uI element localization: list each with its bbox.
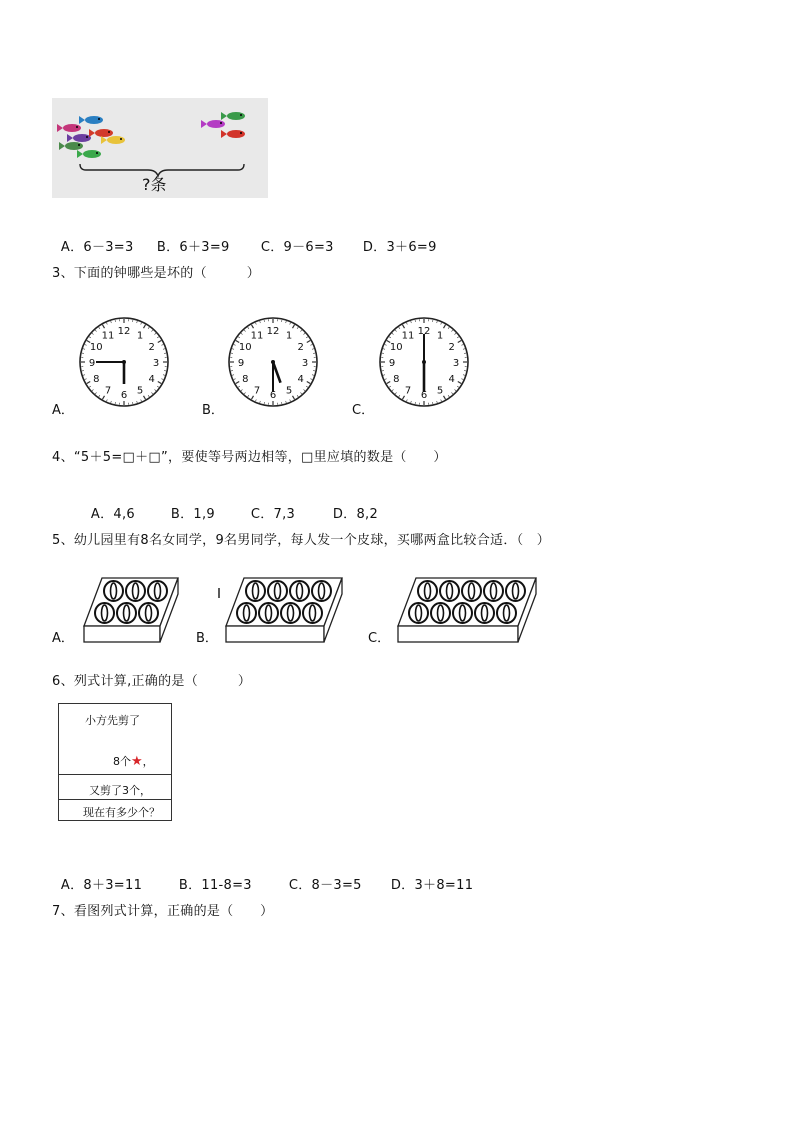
story-divider-1 bbox=[59, 774, 171, 775]
q2-options bbox=[52, 221, 437, 255]
clock-a-number: 5 bbox=[136, 385, 144, 397]
clock-b-number: 12 bbox=[266, 326, 280, 337]
q3-clocks bbox=[0, 300, 794, 420]
clock-b-face bbox=[229, 318, 317, 406]
clock-c-number: 7 bbox=[404, 385, 412, 397]
q4-option-a[interactable]: A．4,6 bbox=[90, 507, 135, 522]
q6-story-box bbox=[58, 703, 172, 821]
clock-c-number: 4 bbox=[448, 374, 455, 385]
clock-c-number: 11 bbox=[401, 330, 415, 342]
box-c-ball bbox=[484, 581, 503, 601]
q2-option-d[interactable]: D．3＋6=9 bbox=[362, 240, 437, 255]
box-b-ball bbox=[237, 603, 256, 623]
clock-b-number: 5 bbox=[285, 385, 293, 397]
clock-c-number: 6 bbox=[420, 390, 428, 401]
box-b-ball bbox=[281, 603, 300, 623]
q5-ball-boxes bbox=[0, 570, 794, 646]
q4-option-d[interactable]: D．8,2 bbox=[332, 507, 379, 522]
clock-b-number: 11 bbox=[250, 330, 264, 342]
q4-option-b[interactable]: B．1,9 bbox=[170, 507, 215, 522]
clock-c-face bbox=[380, 318, 468, 406]
clock-a-number: 4 bbox=[148, 374, 155, 385]
clock-c-number: 8 bbox=[393, 374, 400, 385]
box-a-ball bbox=[126, 581, 145, 601]
box-b-ball bbox=[268, 581, 287, 601]
box-c-ball bbox=[453, 603, 472, 623]
box-a-ball bbox=[139, 603, 158, 623]
clock-a-face bbox=[80, 318, 168, 406]
clock-a-number: 1 bbox=[136, 330, 144, 342]
q4-options bbox=[82, 488, 378, 522]
box-c-ball bbox=[506, 581, 525, 601]
q6-options bbox=[52, 859, 473, 893]
box-b-front bbox=[226, 626, 324, 642]
box-b-ball bbox=[290, 581, 309, 601]
clock-b-number: 1 bbox=[285, 330, 293, 342]
q6-option-a[interactable]: A．8＋3=11 bbox=[60, 878, 143, 893]
clock-c-number: 12 bbox=[417, 326, 431, 337]
story-line-4: 现在有多少个？ bbox=[83, 806, 160, 819]
clock-a-number: 2 bbox=[148, 342, 155, 353]
clock-b-number: 7 bbox=[253, 385, 261, 397]
clock-a-number: 6 bbox=[120, 390, 128, 401]
box-b-drawing bbox=[226, 578, 342, 642]
clock-a-number: 12 bbox=[117, 326, 131, 337]
box-b-ball bbox=[312, 581, 331, 601]
clock-b-number: 2 bbox=[297, 342, 304, 353]
clock-a-number: 3 bbox=[152, 358, 160, 369]
box-a-ball bbox=[148, 581, 167, 601]
box-c-ball bbox=[462, 581, 481, 601]
story-line-2 bbox=[99, 740, 154, 782]
clock-b-number: 10 bbox=[238, 342, 252, 353]
q2-option-a[interactable]: A．6－3=3 bbox=[60, 240, 134, 255]
clock-b-number: 3 bbox=[301, 358, 309, 369]
box-b-ball bbox=[246, 581, 265, 601]
clock-b-number: 9 bbox=[237, 358, 245, 369]
story-comma: ， bbox=[142, 755, 154, 768]
clock-c-number: 10 bbox=[389, 342, 403, 353]
fish-count-label: ?条 bbox=[142, 175, 167, 194]
clock-c-center bbox=[422, 360, 426, 364]
story-line-1: 小方先剪了 bbox=[85, 714, 140, 727]
clock-a-center bbox=[122, 360, 126, 364]
story-line-3: 又剪了3个， bbox=[89, 784, 151, 797]
clock-b-number: 8 bbox=[242, 374, 249, 385]
q6-option-d[interactable]: D．3＋8=11 bbox=[390, 878, 474, 893]
story-divider-2 bbox=[59, 799, 171, 800]
star-icon: ★ bbox=[131, 754, 143, 769]
clock-c-number: 5 bbox=[436, 385, 444, 397]
box-c-label[interactable]: C． bbox=[368, 631, 391, 646]
box-a-ball bbox=[104, 581, 123, 601]
clock-c-label[interactable]: C． bbox=[352, 403, 375, 418]
box-c-ball bbox=[497, 603, 516, 623]
q2-option-b[interactable]: B．6＋3=9 bbox=[156, 240, 230, 255]
clock-b-center bbox=[271, 360, 275, 364]
clock-a-number: 7 bbox=[104, 385, 112, 397]
box-c-ball bbox=[409, 603, 428, 623]
box-c-ball bbox=[440, 581, 459, 601]
clock-c-number: 1 bbox=[436, 330, 444, 342]
box-c-drawing bbox=[398, 578, 536, 642]
box-c-ball bbox=[418, 581, 437, 601]
clock-b-number: 6 bbox=[269, 390, 277, 401]
q2-option-c[interactable]: C．9－6=3 bbox=[260, 240, 334, 255]
clock-a-label[interactable]: A． bbox=[52, 403, 74, 418]
box-b-ball bbox=[259, 603, 278, 623]
story-count: 8个 bbox=[113, 755, 131, 768]
box-a-drawing bbox=[84, 578, 178, 642]
q6-option-c[interactable]: C．8－3=5 bbox=[288, 878, 362, 893]
box-c-ball bbox=[431, 603, 450, 623]
q6-stem: 6、列式计算,正确的是（ ） bbox=[52, 674, 252, 689]
clock-a-number: 9 bbox=[88, 358, 96, 369]
clock-b-number: 4 bbox=[297, 374, 304, 385]
clock-c-number: 9 bbox=[388, 358, 396, 369]
clock-a-number: 8 bbox=[93, 374, 100, 385]
clock-b-label[interactable]: B． bbox=[202, 403, 224, 418]
fish-figure bbox=[52, 98, 268, 198]
q4-stem: 4、“5＋5=□＋□”，要使等号两边相等，□里应填的数是（ ） bbox=[52, 450, 447, 465]
box-c-ball bbox=[475, 603, 494, 623]
q4-option-c[interactable]: C．7,3 bbox=[250, 507, 296, 522]
clock-a-number: 11 bbox=[101, 330, 115, 342]
box-b-ball bbox=[303, 603, 322, 623]
box-a-label[interactable]: A． bbox=[52, 631, 74, 646]
box-c-front bbox=[398, 626, 518, 642]
q7-stem: 7、看图列式计算，正确的是（ ） bbox=[52, 904, 274, 919]
clock-a-number: 10 bbox=[89, 342, 103, 353]
clock-c-number: 3 bbox=[452, 358, 460, 369]
clock-c-number: 2 bbox=[448, 342, 455, 353]
q6-option-b[interactable]: B．11-8=3 bbox=[178, 878, 252, 893]
q5-stem: 5、幼儿园里有8名女同学，9名男同学，每人发一个皮球，买哪两盒比较合适．（ ） bbox=[52, 533, 551, 548]
q3-stem: 3、下面的钟哪些是坏的（ ） bbox=[52, 266, 261, 281]
box-b-label[interactable]: B． bbox=[196, 631, 218, 646]
box-a-ball bbox=[95, 603, 114, 623]
box-a-ball bbox=[117, 603, 136, 623]
box-a-front bbox=[84, 626, 160, 642]
